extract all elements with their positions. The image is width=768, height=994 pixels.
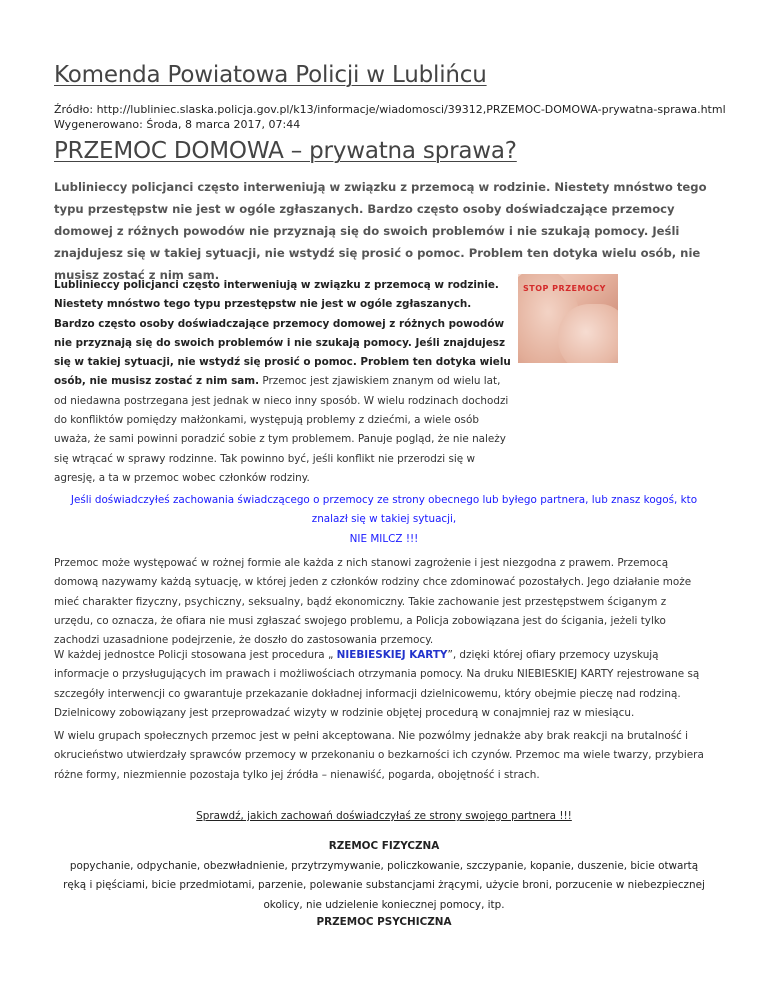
lead-line: musisz zostać z nim sam.	[54, 268, 220, 282]
section-heading-psychological: PRZEMOC PSYCHICZNA	[316, 916, 452, 928]
lead-line: domowej z różnych powodów nie przyznają się do swoich problemów i nie szukają pomocy. Jeśli	[54, 224, 680, 238]
intro-line: Lublinieccy policjanci często interweniują w związku z przemocą w rodzinie.	[54, 279, 499, 291]
intro-line: od niedawna postrzegana jest jednak w nieco inny sposób. W wielu rodzinach dochodzi	[54, 394, 509, 407]
intro-line: się w takiej sytuacji, nie wstydź się prosić o pomoc. Problem ten dotyka wielu	[54, 356, 511, 369]
section-line: popychanie, odpychanie, obezwładnienie, przytrzymywanie, policzkowanie, szczypanie, kopanie, duszenie, bicie otwartą	[69, 860, 699, 872]
intro-line: do konfliktów pomiędzy małżonkami, występują problemy z dziećmi, a wiele osób	[54, 414, 479, 427]
intro-line: nie przyznają się do swoich problemów i nie szukają pomocy. Jeśli znajdujesz	[54, 336, 506, 349]
callout-line: Jeśli doświadczyłeś zachowania świadczącego o przemocy ze strony obecnego lub byłego partnera, lub znasz kogoś, kto	[70, 494, 698, 506]
article-photo	[518, 274, 618, 363]
callout-line: znalazł się w takiej sytuacji,	[311, 513, 457, 526]
paragraph-line: szczegóły interwencji co gwarantuje przekazanie dokładnej informacji dzielnicowemu, który obejmie pieczę nad rodziną.	[54, 687, 681, 700]
intro-line: Bardzo często osoby doświadczające przemocy domowej z różnych powodów	[54, 317, 505, 330]
text-fragment: ”, dzięki której ofiary przemocy uzyskują	[447, 649, 659, 661]
blue-card-highlight: NIEBIESKIEJ KARTY	[336, 649, 448, 661]
paragraph-line: urzędu, co oznacza, że ofiara nie musi zgłaszać swojego problemu, a Policja zobowiązana jest do ścigania, jeżeli tylko	[54, 614, 666, 627]
callout-paragraph	[54, 491, 714, 549]
article-title[interactable]: PRZEMOC DOMOWA – prywatna sprawa?	[54, 138, 517, 164]
paragraph-line: informacje o przysługujących im prawach i możliwościach otrzymania pomocy. Na druku NIEBIESKIEJ KARTY rejestrowane są	[54, 668, 700, 681]
document-meta	[54, 102, 726, 132]
section-line: okolicy, nie udzielenie koniecznej pomocy, itp.	[263, 898, 505, 911]
intro-line: uważa, że sami powinni poradzić sobie z tym problemem. Panuje pogląd, że nie należy	[54, 433, 506, 446]
intro-normal-fragment: Przemoc jest zjawiskiem znanym od wielu lat,	[259, 375, 501, 388]
lead-line: typu przestępstw nie jest w ogóle zgłaszanych. Bardzo często osoby doświadczające przemocy	[54, 202, 675, 216]
paragraph-line: W wielu grupach społecznych przemoc jest w pełni akceptowana. Nie pozwólmy jednakże aby brak reakcji na brutalność i	[54, 730, 689, 742]
section-heading-physical: RZEMOC FIZYCZNA	[328, 840, 440, 852]
text-fragment: W każdej jednostce Policji stosowana jest procedura „	[54, 649, 337, 661]
check-heading	[54, 810, 714, 822]
intro-line	[54, 372, 514, 391]
section-body-physical	[54, 857, 714, 915]
intro-line: się wtrącać w sprawy rodzinne. Tak powinno być, jeśli konflikt nie przerodzi się w	[54, 452, 475, 465]
paragraph-forms	[54, 554, 714, 650]
section-line: ręką i pięściami, bicie przedmiotami, parzenie, polewanie substancjami żrącymi, użycie broni, porzucenie w niebezpiecznej	[63, 879, 705, 892]
source-line: Źródło: http://lubliniec.slaska.policja.gov.pl/k13/informacje/wiadomosci/39312,PRZEMOC-DOMOWA-prywatna-sprawa.html	[54, 103, 726, 116]
intro-bold-fragment: osób, nie musisz zostać z nim sam.	[54, 375, 260, 388]
generated-line: Wygenerowano: Środa, 8 marca 2017, 07:44	[54, 118, 301, 131]
paragraph-blue-card	[54, 646, 714, 723]
intro-line: agresję, a ta w przemoc wobec członków rodziny.	[54, 471, 310, 484]
intro-line: Niestety mnóstwo tego typu przestępstw nie jest w ogóle zgłaszanych.	[54, 298, 472, 311]
paragraph-line	[54, 646, 714, 665]
site-title[interactable]: Komenda Powiatowa Policji w Lublińcu	[54, 62, 487, 88]
paragraph-line: okrucieństwo utwierdzały sprawców przemocy w przekonaniu o bezkarności ich czynów. Przemoc ma wiele twarzy, przybiera	[54, 749, 704, 762]
lead-paragraph	[54, 176, 714, 286]
check-text: Sprawdź, jakich zachowań doświadczyłaś ze strony swojego partnera !!!	[196, 810, 572, 822]
paragraph-line: zachodzi uzasadnione podejrzenie, że doszło do zastosowania przemocy.	[54, 634, 434, 647]
lead-line: znajdujesz się w takiej sytuacji, nie wstydź się prosić o pomoc. Problem ten dotyka wielu osób, nie	[54, 246, 701, 260]
photo-stamp: STOP PRZEMOCY	[523, 284, 606, 293]
paragraph-line: domową nazywamy każdą sytuację, w której jeden z członków rodziny chce zdominować pozostałych. Jego działanie może	[54, 576, 692, 589]
paragraph-line: różne formy, niezmiennie pozostaja tylko jej źródła – nienawiść, pogarda, obojętność i strach.	[54, 768, 540, 781]
lead-line: Lublinieccy policjanci często interweniują w związku z przemocą w rodzinie. Niestety mnóstwo tego	[54, 180, 707, 194]
paragraph-acceptance	[54, 727, 714, 785]
paragraph-line: Dzielnicowy zobowiązany jest przeprowadzać wizyty w rodzinie objętej procedurą w conajmniej raz w miesiącu.	[54, 706, 635, 719]
photo-hand	[558, 304, 618, 363]
intro-paragraph	[54, 276, 514, 488]
paragraph-line: Przemoc może występować w rożnej formie ale każda z nich stanowi zagrożenie i jest niezgodna z prawem. Przemocą	[54, 557, 669, 569]
callout-line: NIE MILCZ !!!	[349, 532, 419, 545]
paragraph-line: mieć charakter fizyczny, psychiczny, seksualny, bądź ekonomiczny. Takie zachowanie jest przestępstwem ściganym z	[54, 595, 667, 608]
